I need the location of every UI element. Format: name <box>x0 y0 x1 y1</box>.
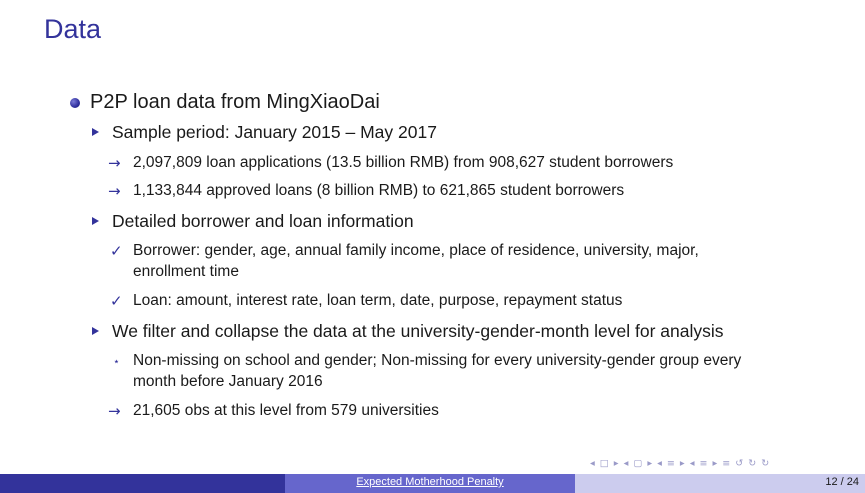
arrow-icon: → <box>108 182 121 200</box>
triangle-bullet-icon <box>92 128 99 136</box>
navigation-icons[interactable]: ◂ □ ▸ ◂ ▢ ▸ ◂ ≡ ▸ ◂ ≡ ▸ ≡ ↺ ↻ ↻ <box>590 458 771 469</box>
check-icon: ✓ <box>110 242 123 260</box>
check-icon: ✓ <box>110 292 123 310</box>
footer-left-block <box>0 474 285 493</box>
filter-note-line-1: Non-missing on school and gender; Non-missing for every university-gender group every <box>133 352 742 369</box>
arrow-icon: → <box>108 402 121 420</box>
triangle-bullet-icon <box>92 327 99 335</box>
borrower-line-2: enrollment time <box>133 263 239 280</box>
footer-right-block <box>575 474 865 493</box>
sample-period: Sample period: January 2015 – May 2017 <box>112 122 437 142</box>
list-item: 2,097,809 loan applications (13.5 billion RMB) from 908,627 student borrowers <box>133 154 674 171</box>
obs-count: 21,605 obs at this level from 579 universities <box>133 402 439 419</box>
filter-bullet: We filter and collapse the data at the university-gender-month level for analysis <box>112 321 724 341</box>
page-number: 12 / 24 <box>825 476 859 488</box>
footer-title-link[interactable]: Expected Motherhood Penalty <box>356 476 504 488</box>
loan-info: Loan: amount, interest rate, loan term, date, purpose, repayment status <box>133 292 623 309</box>
triangle-bullet-icon <box>92 217 99 225</box>
main-bullet: P2P loan data from MingXiaoDai <box>90 91 380 113</box>
details-bullet: Detailed borrower and loan information <box>112 211 414 231</box>
arrow-icon: → <box>108 154 121 172</box>
star-icon: ⋆ <box>113 355 120 368</box>
footer-bar <box>0 474 865 493</box>
list-item: 1,133,844 approved loans (8 billion RMB) to 621,865 student borrowers <box>133 182 625 199</box>
borrower-line-1: Borrower: gender, age, annual family income, place of residence, university, major, <box>133 242 699 259</box>
filter-note-line-2: month before January 2016 <box>133 373 323 390</box>
bullet-ball-icon <box>70 98 80 108</box>
slide-title: Data <box>44 14 102 44</box>
